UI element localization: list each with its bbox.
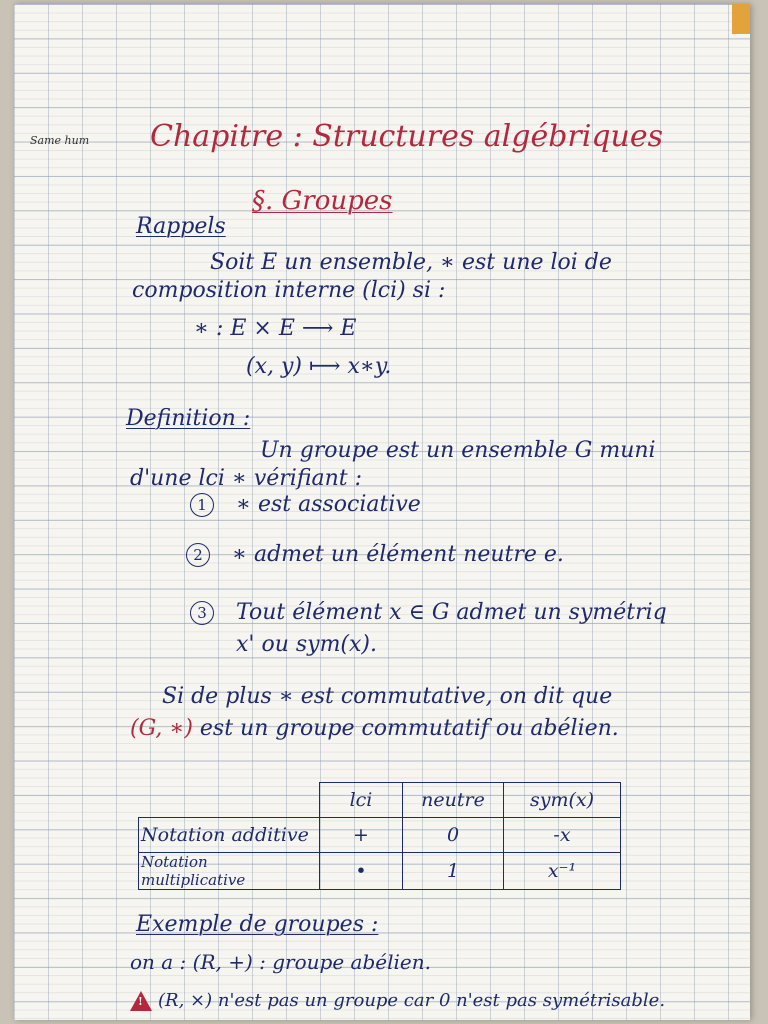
row-label-multiplicative: Notation multiplicative	[139, 853, 320, 890]
group-pair: (G, ∗)	[130, 716, 193, 741]
header-sym: sym(x)	[504, 783, 621, 818]
condition-2	[186, 542, 564, 567]
commutative-line-2	[130, 716, 619, 741]
header-neutre: neutre	[403, 783, 504, 818]
cell-additive-sym: -x	[504, 818, 621, 853]
cell-additive-lci: +	[320, 818, 403, 853]
header-lci: lci	[320, 783, 403, 818]
notation-table-header	[139, 783, 621, 818]
definition-line-1: Un groupe est un ensemble G muni	[260, 438, 656, 463]
definition-heading: Definition :	[126, 406, 251, 431]
notebook-page	[14, 4, 750, 1020]
row-label-additive: Notation additive	[139, 818, 320, 853]
section-title: §. Groupes	[252, 186, 393, 216]
condition-1-text: ∗ est associative	[236, 492, 421, 517]
cell-multiplicative-sym: x⁻¹	[504, 853, 621, 890]
cell-additive-neutre: 0	[403, 818, 504, 853]
lci-mapping-line-2: (x, y) ⟼ x∗y.	[246, 354, 392, 379]
rappels-heading: Rappels	[136, 214, 226, 239]
definition-line-2: d'une lci ∗ vérifiant :	[130, 466, 363, 491]
commutative-line-2-rest: est un groupe commutatif ou abélien.	[192, 716, 619, 741]
page-corner-tab	[732, 4, 750, 34]
table-corner-cell	[139, 783, 320, 818]
lci-mapping-line-1: ∗ : E × E ⟶ E	[194, 316, 357, 341]
exemples-heading: Exemple de groupes :	[136, 912, 379, 937]
table-row	[139, 818, 621, 853]
condition-1-number: 1	[190, 493, 214, 517]
rappels-line-1: Soit E un ensemble, ∗ est une loi de	[210, 250, 612, 275]
warning-icon: !	[130, 991, 152, 1011]
cell-multiplicative-neutre: 1	[403, 853, 504, 890]
condition-3-line-2: x' ou sym(x).	[236, 632, 378, 657]
date-stamp: Same hum	[30, 134, 90, 147]
condition-1	[190, 492, 421, 517]
condition-2-text: ∗ admet un élément neutre e.	[232, 542, 564, 567]
rappels-line-2: composition interne (lci) si :	[132, 278, 446, 303]
table-row	[139, 853, 621, 890]
condition-3-text: Tout élément x ∈ G admet un symétriq	[236, 600, 667, 625]
exemple-warning-line	[130, 990, 665, 1011]
notation-table	[138, 782, 621, 890]
chapter-title: Chapitre : Structures algébriques	[150, 119, 664, 154]
exemple-line-1: on a : (R, +) : groupe abélien.	[130, 950, 431, 974]
exemple-warning-text: (R, ×) n'est pas un groupe car 0 n'est pas symétrisable.	[158, 990, 666, 1011]
cell-multiplicative-lci: •	[320, 853, 403, 890]
condition-2-number: 2	[186, 543, 210, 567]
condition-3-number: 3	[190, 601, 214, 625]
commutative-line-1: Si de plus ∗ est commutative, on dit que	[162, 684, 613, 709]
condition-3	[190, 600, 667, 625]
